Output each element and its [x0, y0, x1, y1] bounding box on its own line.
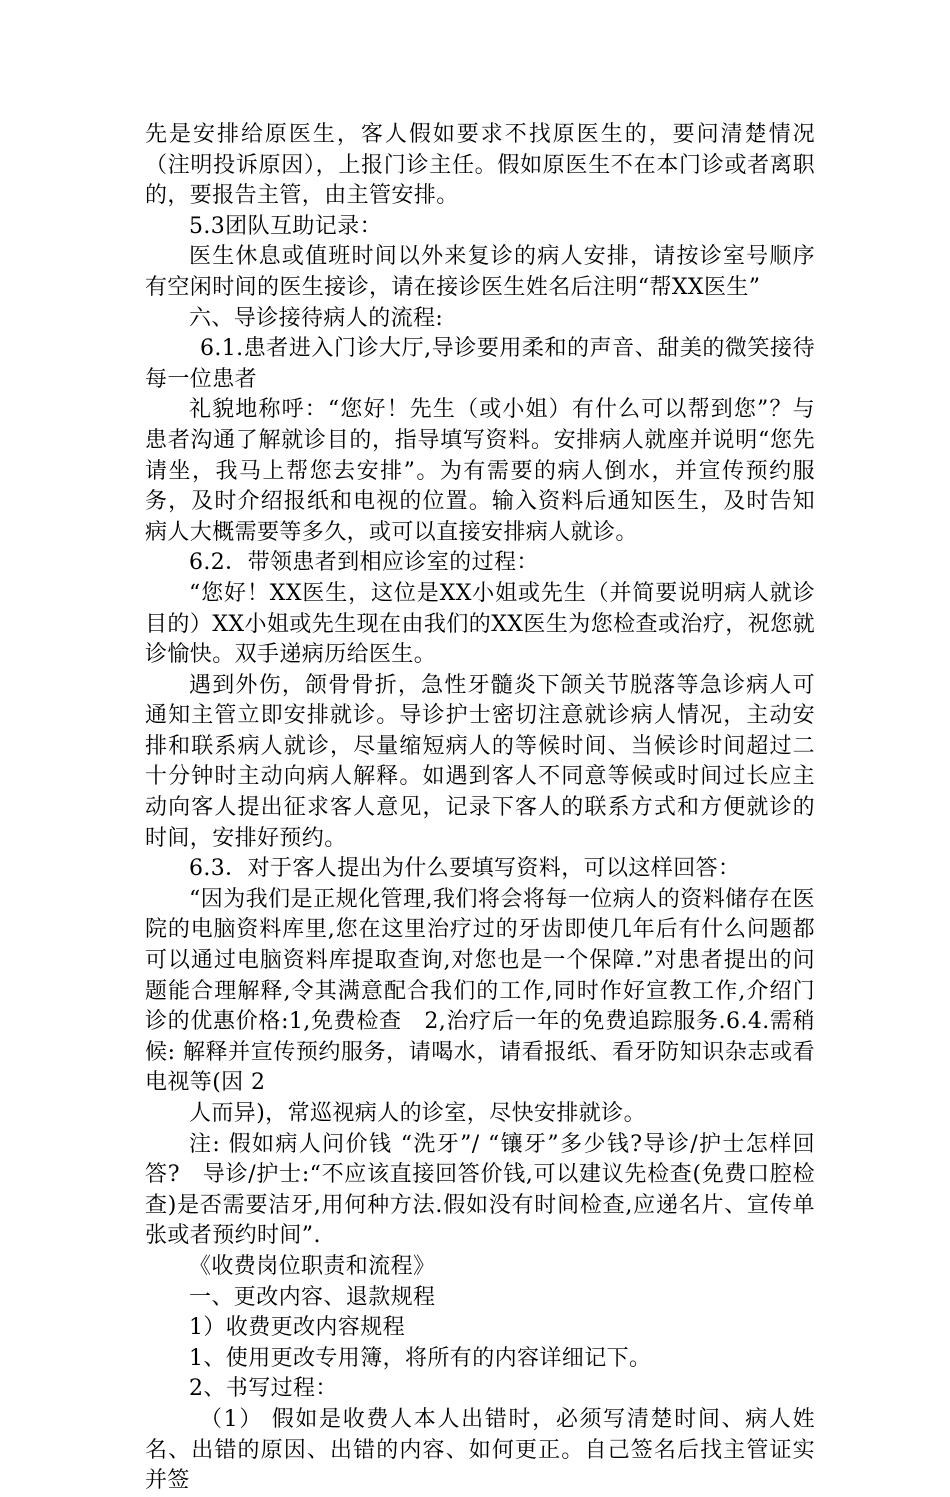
paragraph-self-error: （1） 假如是收费人本人出错时，必须写清楚时间、病人姓名、出错的原因、出错的内容、如何更正。自己签名后找主管证实并签: [145, 1406, 815, 1494]
section-heading-5-3: 5.3团队互助记录：: [189, 213, 382, 239]
list-item-1: 1、使用更改专用簿，将所有的内容详细记下。: [189, 1345, 652, 1371]
section-title-billing: 《收费岗位职责和流程》: [189, 1253, 436, 1279]
subheading-change-procedure: 1）收费更改内容规程: [189, 1315, 405, 1341]
section-heading-6-3: 6.3．对于客人提出为什么要填写资料，可以这样回答：: [189, 856, 741, 882]
paragraph-team-assistance: 医生休息或值班时间以外来复诊的病人安排，请按诊室号顺序有空闲时间的医生接诊，请在接诊医生姓名后注明“帮XX医生”: [145, 244, 815, 300]
paragraph-data-explanation: “因为我们是正规化管理,我们将会将每一位病人的资料储存在医院的电脑资料库里,您在这里治疗过的牙齿即使几年后有什么问题都可以通过电脑资料库提取查询,对您也是一个保障.”对患者提出的问题能合理解释,令其满意配合我们的工作,同时作好宣教工作,介绍门诊的优惠价格:1,免费检查 2,治疗后一年的免费追踪服务.6.4.需稍候: 解释并宣传预约服务，请喝水，请看报纸、看牙防知识杂志或看电视等(因 2: [145, 886, 815, 1096]
section-heading-6-1: 6.1.患者进入门诊大厅,导诊要用柔和的声音、甜美的微笑接待每一位患者: [145, 336, 815, 392]
document-body: [145, 120, 815, 1497]
paragraph-greeting: 礼貌地称呼：“您好！先生（或小姐）有什么可以帮到您”？与患者沟通了解就诊目的，指导填写资料。安排病人就座并说明“您先请坐，我马上帮您去安排”。为有需要的病人倒水，并宣传预约服务，及时介绍报纸和电视的位置。输入资料后通知医生，及时告知病人大概需要等多久，或可以直接安排病人就诊。: [145, 397, 815, 545]
list-item-2: 2、书写过程：: [189, 1376, 338, 1402]
paragraph-emergency: 遇到外伤，颌骨骨折，急性牙髓炎下颌关节脱落等急诊病人可通知主管立即安排就诊。导诊护士密切注意就诊病人情况，主动安排和联系病人就诊，尽量缩短病人的等候时间、当候诊时间超过二十分钟时主动向病人解释。如遇到客人不同意等候或时间过长应主动向客人提出征求客人意见，记录下客人的联系方式和方便就诊的时间，安排好预约。: [145, 672, 815, 851]
paragraph-complaint-handling: 先是安排给原医生，客人假如要求不找原医生的，要问清楚情况（注明投诉原因），上报门诊主任。假如原医生不在本门诊或者离职的，要报告主管，由主管安排。: [145, 122, 815, 209]
section-heading-6-2: 6.2．带领患者到相应诊室的过程：: [189, 550, 539, 576]
section-heading-refund: 一、更改内容、退款规程: [189, 1284, 436, 1310]
section-heading-6: 六、导诊接待病人的流程:: [189, 305, 444, 331]
paragraph-price-note: 注: 假如病人问价钱 “洗牙”/ “镶牙”多少钱?导诊/护士怎样回答? 导诊/护士:“不应该直接回答价钱,可以建议先检查(免费口腔检查)是否需要洁牙,用何种方法.假如没有时间检查,应递名片、宣传单张或者预约时间”.: [145, 1131, 815, 1249]
paragraph-introduce-doctor: “您好！XX医生，这位是XX小姐或先生（并简要说明病人就诊目的）XX小姐或先生现在由我们的XX医生为您检查或治疗，祝您就诊愉快。双手递病历给医生。: [145, 580, 815, 668]
paragraph-patrol: 人而异)，常巡视病人的诊室，尽快安排就诊。: [189, 1101, 646, 1126]
